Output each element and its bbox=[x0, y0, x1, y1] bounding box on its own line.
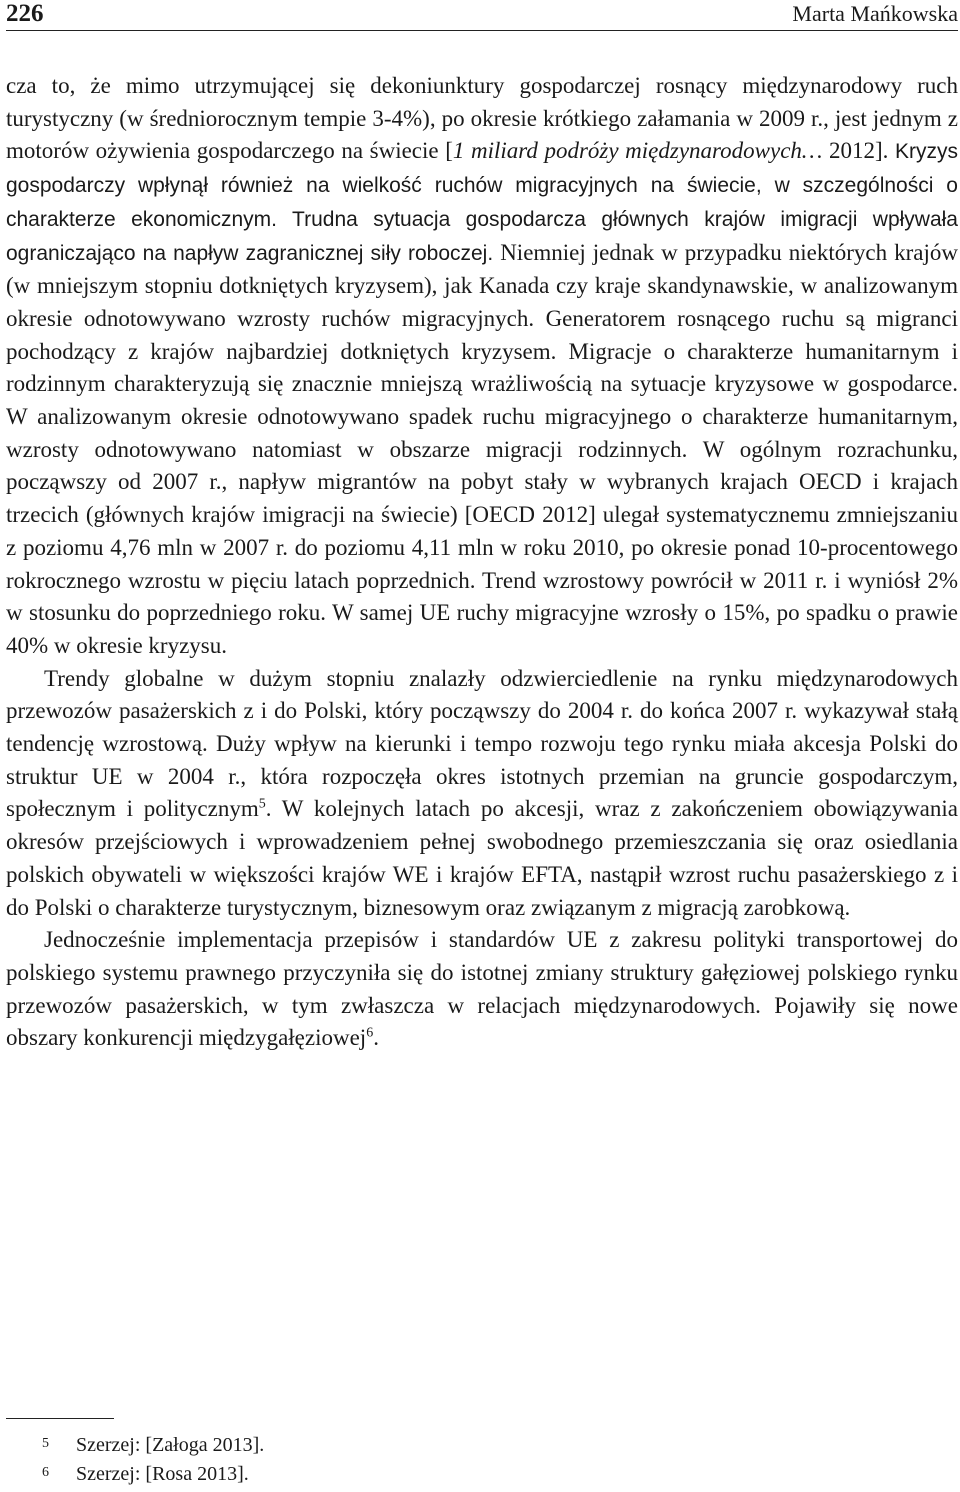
footnote-number: 6 bbox=[42, 1465, 49, 1480]
footnote-6 bbox=[42, 1459, 942, 1488]
document-page bbox=[6, 0, 958, 1492]
paragraph-2-text-a: Trendy globalne w dużym stopniu znalazły odzwierciedlenie na rynku międzynarodowych przewozów pasażerskich z i do Polski, który począwszy do 2004 r. do końca 2007 r. wykazywał stałą tendencję wzrostową. Duży wpływ na kierunki i tempo rozwoju tego rynku miała akcesja Polski do struktur UE w 2004 r., która rozpoczęła okres istotnych przemian na gruncie gospodarczym, społecznym i politycznym bbox=[6, 665, 958, 822]
footnote-text: Szerzej: [Rosa 2013]. bbox=[76, 1463, 249, 1485]
footnote-number: 5 bbox=[42, 1436, 49, 1451]
paragraph-3-text-b: . bbox=[373, 1025, 379, 1051]
paragraph-2 bbox=[6, 663, 958, 925]
footnote-ref-6[interactable]: 6 bbox=[366, 1025, 374, 1041]
paragraph-3 bbox=[6, 924, 958, 1055]
running-author: Marta Mańkowska bbox=[792, 1, 958, 26]
paragraph-2-text-b: . W kolejnych latach po akcesji, wraz z zakończeniem obowiązywania okresów przejściowych i wprowadzeniem pełnej swobodnego przemieszczania się oraz osiedlania polskich obywateli w większości krajów WE i krajów EFTA, nastąpił wzrost ruchu pasażerskiego z i do Polski o charakterze turystycznym, biznesowym oraz związanym z migracją zarobkową. bbox=[6, 796, 958, 920]
paragraph-1 bbox=[6, 70, 958, 663]
footnote-5 bbox=[42, 1430, 942, 1459]
body-text bbox=[6, 70, 958, 1055]
paragraph-1-text-a: cza to, że mimo utrzymującej się dekoniunktury gospodarczej rosnący międzynarodowy ruch turystyczny (w średniorocznym tempie 3-4%), po okresie krótkiego załamania w 2009 r., jest jednym z motorów ożywienia gospodarczego na świecie [ bbox=[6, 73, 958, 164]
paragraph-3-text-a: Jednocześnie implementacja przepisów i standardów UE z zakresu polityki transportowej do polskiego systemu prawnego przyczyniła się do istotnej zmiany struktury gałęziowej polskiego rynku przewozów pasażerskich, w tym zwłaszcza w relacjach międzynarodowych. Pojawiły się nowe obszary konkurencji międzygałęziowej bbox=[6, 927, 958, 1051]
paragraph-1-text-b: 2012]. bbox=[822, 138, 889, 164]
paragraph-1-sans-passage: Kryzys gospodarczy wpłynął również na wielkość ruchów migracyjnych na świecie, w szczególności o charakterze ekonomicznym. Trudna sytuacja gospodarcza głównych krajów imigracji wpływała ograniczająco na napływ zagranicznej siły roboczej. bbox=[6, 140, 958, 265]
footnote-ref-5[interactable]: 5 bbox=[258, 796, 266, 812]
footnotes bbox=[42, 1430, 942, 1488]
citation-italic: 1 miliard podróży międzynarodowych… bbox=[452, 138, 823, 164]
paragraph-1-text-c: Niemniej jednak w przypadku niektórych krajów (w mniejszym stopniu dotkniętych kryzysem), jak Kanada czy kraje skandynawskie, w analizowanym okresie odnotowywano wzrosty ruchów migracyjnych. Generatorem rosnącego ruchu są migranci pochodzący z krajów najbardziej dotkniętych kryzysem. Migracje o charakterze humanitarnym i rodzinnym charakteryzują się znacznie mniejszą wrażliwością na sytuacje kryzysowe w gospodarce. W analizowanym okresie odnotowywano spadek ruchu migracyjnego o charakterze humanitarnym, wzrosty odnotowywano natomiast w obszarze migracji rodzinnych. W ogólnym rozrachunku, począwszy od 2007 r., napływ migrantów na pobyt stały w wybranych krajach OECD i krajach trzecich (głównych krajów imigracji na świecie) [OECD 2012] ulegał systematycznemu zmniejszaniu z poziomu 4,76 mln w 2007 r. do poziomu 4,11 mln w roku 2010, po okresie ponad 10-procentowego rokrocznego wzrostu w pięciu latach poprzednich. Trend wzrostowy powrócił w 2011 r. i wyniósł 2% w stosunku do poprzedniego roku. W samej UE ruchy migracyjne wzrosły o 15%, po spadku o prawie 40% w okresie kryzysu. bbox=[6, 239, 959, 658]
running-header bbox=[6, 0, 958, 31]
page-number: 226 bbox=[6, 0, 44, 27]
footnote-text: Szerzej: [Załoga 2013]. bbox=[76, 1434, 265, 1456]
footnote-separator bbox=[6, 1418, 114, 1419]
